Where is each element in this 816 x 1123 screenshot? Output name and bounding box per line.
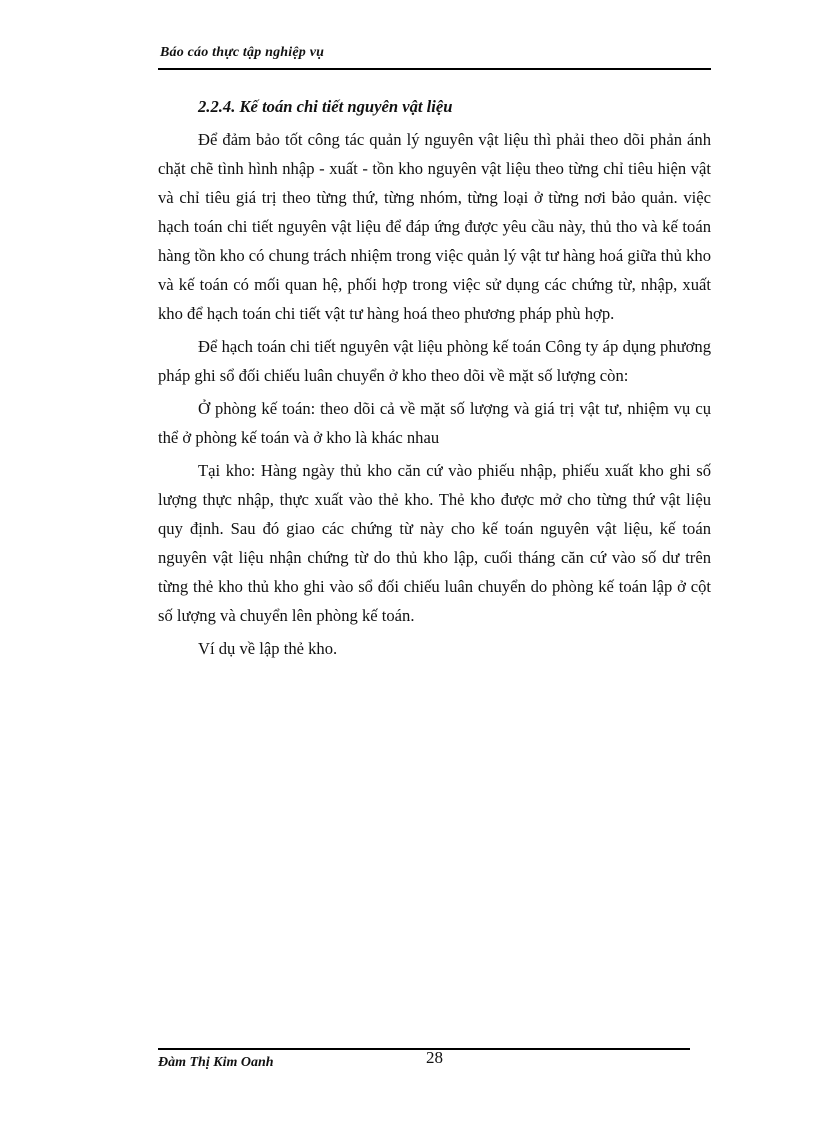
page-number: 28 [426, 1048, 443, 1067]
section-heading: 2.2.4. Kế toán chi tiết nguyên vật liệu [198, 97, 453, 116]
header-rule [158, 68, 711, 70]
header-title: Báo cáo thực tập nghiệp vụ [160, 45, 325, 60]
paragraph-4: Tại kho: Hàng ngày thủ kho căn cứ vào phiếu nhập, phiếu xuất kho ghi số lượng thực nhập, thực xuất vào thẻ kho. Thẻ kho được mở cho từng thứ vật liệu quy định. Sau đó giao các chứng từ này cho kế toán nguyên vật liệu, kế toán nguyên vật liệu nhận chứng từ do thủ kho lập, cuối tháng căn cứ vào số dư trên từng thẻ kho thủ kho ghi vào sổ đối chiếu luân chuyển do phòng kế toán lập ở cột số lượng và chuyển lên phòng kế toán. [158, 461, 711, 625]
page-footer [158, 1048, 690, 1072]
page-body [158, 92, 711, 667]
paragraph-3: Ở phòng kế toán: theo dõi cả về mặt số lượng và giá trị vật tư, nhiệm vụ cụ thể ở phòng kế toán và ở kho là khác nhau [158, 399, 711, 447]
paragraph-1: Để đảm bảo tốt công tác quản lý nguyên vật liệu thì phải theo dõi phản ánh chặt chẽ tình hình nhập - xuất - tồn kho nguyên vật liệu theo từng chỉ tiêu hiện vật và chỉ tiêu giá trị theo từng thứ, từng nhóm, từng loại ở từng nơi bảo quản. việc hạch toán chi tiết nguyên vật liệu để đáp ứng được yêu cầu này, thủ tho và kế toán hàng tồn kho có chung trách nhiệm trong việc quản lý vật tư hàng hoá giữa thủ kho và kế toán có mối quan hệ, phối hợp trong việc sử dụng các chứng từ, nhập, xuất kho để hạch toán chi tiết vật tư hàng hoá theo phương pháp phù hợp. [158, 130, 712, 323]
paragraph-5: Ví dụ về lập thẻ kho. [198, 639, 338, 658]
page-header [158, 44, 711, 70]
paragraph-2: Để hạch toán chi tiết nguyên vật liệu phòng kế toán Công ty áp dụng phương pháp ghi sổ đối chiếu luân chuyển ở kho theo dõi về mặt số lượng còn: [158, 337, 711, 385]
footer-author: Đàm Thị Kim Oanh [158, 1055, 274, 1070]
